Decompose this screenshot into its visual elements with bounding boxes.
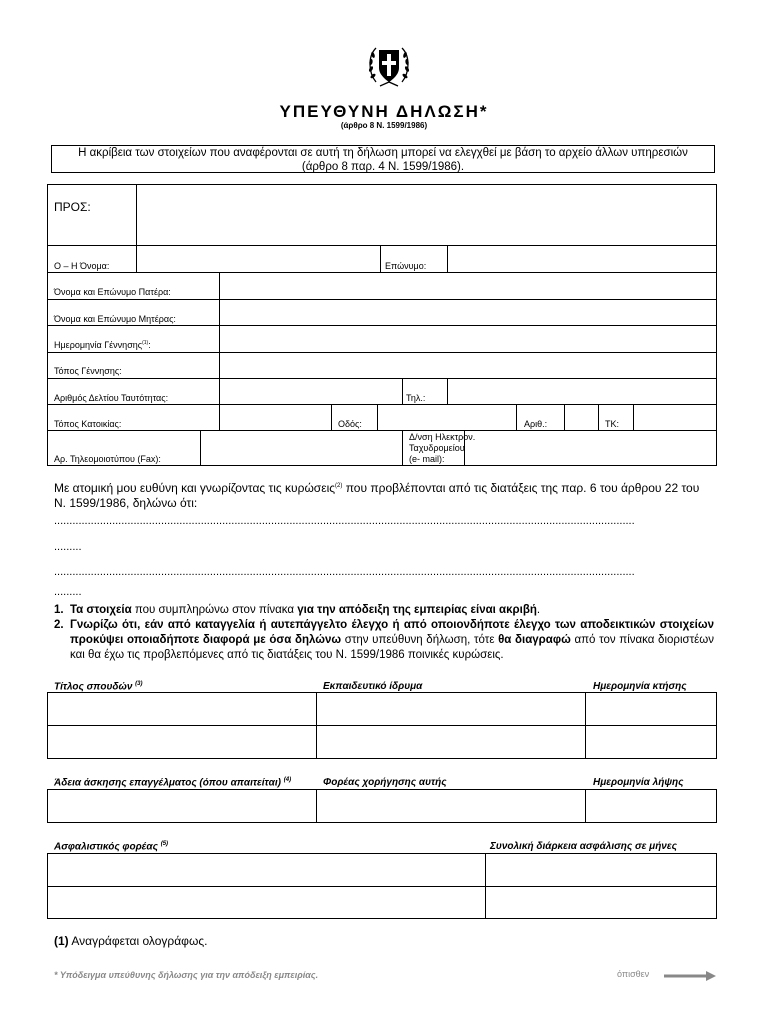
overleaf-label: όπισθεν xyxy=(617,969,650,979)
arrow-right-icon xyxy=(664,971,716,981)
declaration-list xyxy=(54,603,714,663)
recipient-field[interactable] xyxy=(137,185,716,245)
table-row[interactable] xyxy=(48,887,716,918)
dotted-line-2[interactable]: .............................................................................................................................................................................................. xyxy=(54,566,635,578)
id-number-field[interactable] xyxy=(220,379,402,404)
table-row[interactable] xyxy=(48,693,716,725)
postal-code-field[interactable] xyxy=(634,405,716,430)
fax-label: Αρ. Τηλεομοιοτύπου (Fax): xyxy=(54,454,161,464)
birth-place-field[interactable] xyxy=(220,353,716,378)
template-note: * Υπόδειγμα υπεύθυνης δήλωσης για την απόδειξη εμπειρίας. xyxy=(54,970,319,980)
street-label: Οδός: xyxy=(338,419,362,429)
receipt-date-header: Ημερομηνία λήψης xyxy=(593,777,684,788)
declaration-text: Με ατομική μου ευθύνη και γνωρίζοντας τις κυρώσεις$^{(2)}$ που προβλέπονται από τις διατάξεις της παρ. 6 του άρθρου 22 του Ν. 1599/1986, δηλώνω ότι: xyxy=(54,481,700,510)
residence-field[interactable] xyxy=(220,405,331,430)
street-number-label: Αριθ.: xyxy=(524,419,548,429)
surname-field[interactable] xyxy=(448,246,716,272)
degree-header: Τίτλος σπουδών $^{(3)}$ xyxy=(54,681,143,693)
residence-label: Τόπος Κατοικίας: xyxy=(54,419,122,429)
phone-field[interactable] xyxy=(448,379,716,404)
dotted-line-2-cont: ......... xyxy=(54,586,82,598)
table-row[interactable] xyxy=(48,726,716,758)
table-row[interactable] xyxy=(48,854,716,886)
dotted-line-1-cont: ......... xyxy=(54,541,82,553)
street-field[interactable] xyxy=(378,405,516,430)
street-number-field[interactable] xyxy=(565,405,598,430)
insurance-fund-header: Ασφαλιστικός φορέας $^{(5)}$ xyxy=(54,841,169,853)
insurance-duration-header: Συνολική διάρκεια ασφάλισης σε μήνες xyxy=(490,841,677,852)
phone-label: Τηλ.: xyxy=(406,393,426,403)
fax-field[interactable] xyxy=(201,431,402,465)
birth-place-label: Τόπος Γέννησης: xyxy=(54,366,122,376)
birth-date-field[interactable] xyxy=(220,326,716,352)
license-header: Άδεια άσκησης επαγγέλματος (όπου απαιτείται) $^{(4)}$ xyxy=(54,777,292,789)
insurance-table xyxy=(0,0,1,1)
dotted-line-1[interactable]: .............................................................................................................................................................................................. xyxy=(54,515,635,527)
personal-details-form xyxy=(0,0,768,470)
list-item: 2. Γνωρίζω ότι, εάν από καταγγελία ή αυτεπάγγελτο έλεγχο ή από οποιονδήποτε έλεγχο των αποδεικτικών στοιχείων προκύψει οποιαδήποτε διαφορά με όσα δηλώνω στην υπεύθυνη δήλωση, τότε θα διαγραφώ από τον πίνακα διοριστέων και θα έχω τις προβλεπόμενες από τις διατάξεις του Ν. 1599/1986 ποινικές κυρώσεις. xyxy=(54,619,714,661)
footnote-1: (1) Αναγράφεται ολογράφως. xyxy=(54,934,208,948)
list-item: 1. Τα στοιχεία που συμπληρώνω στον πίνακα για την απόδειξη της εμπειρίας είναι ακριβή. xyxy=(54,604,541,616)
birth-date-label: Ημερομηνία Γέννησης$^{(1)}$: xyxy=(54,340,151,350)
postal-code-label: ΤΚ: xyxy=(605,419,620,429)
notice-line-2: (άρθρο 8 παρ. 4 Ν. 1599/1986). xyxy=(301,161,465,173)
father-name-label: Όνομα και Επώνυμο Πατέρα: xyxy=(54,287,171,297)
mother-name-label: Όνομα και Επώνυμο Μητέρας: xyxy=(54,314,176,324)
first-name-label: Ο – Η Όνομα: xyxy=(54,261,110,271)
recipient-label: ΠΡΟΣ: xyxy=(54,200,91,214)
surname-label: Επώνυμο: xyxy=(385,261,427,271)
acquisition-date-header: Ημερομηνία κτήσης xyxy=(593,681,687,692)
institution-header: Εκπαιδευτικό ίδρυμα xyxy=(323,681,423,692)
father-name-field[interactable] xyxy=(220,273,716,299)
email-label: Δ/νση Ηλεκτρον. Ταχυδρομείου (e- mail): xyxy=(409,432,476,464)
notice-line-1: Η ακρίβεια των στοιχείων που αναφέρονται σε αυτή τη δήλωση μπορεί να ελεγχθεί με βάση το αρχείο άλλων υπηρεσιών xyxy=(78,147,688,159)
first-name-field[interactable] xyxy=(137,246,380,272)
issuer-header: Φορέας χορήγησης αυτής xyxy=(323,777,447,788)
document-subtitle: (άρθρο 8 Ν. 1599/1986) xyxy=(340,121,428,130)
id-number-label: Αριθμός Δελτίου Ταυτότητας: xyxy=(54,393,169,403)
document-title: ΥΠΕΥΘΥΝΗ ΔΗΛΩΣΗ* xyxy=(279,102,489,121)
table-row[interactable] xyxy=(48,790,716,822)
email-field[interactable] xyxy=(465,431,716,465)
mother-name-field[interactable] xyxy=(220,300,716,325)
